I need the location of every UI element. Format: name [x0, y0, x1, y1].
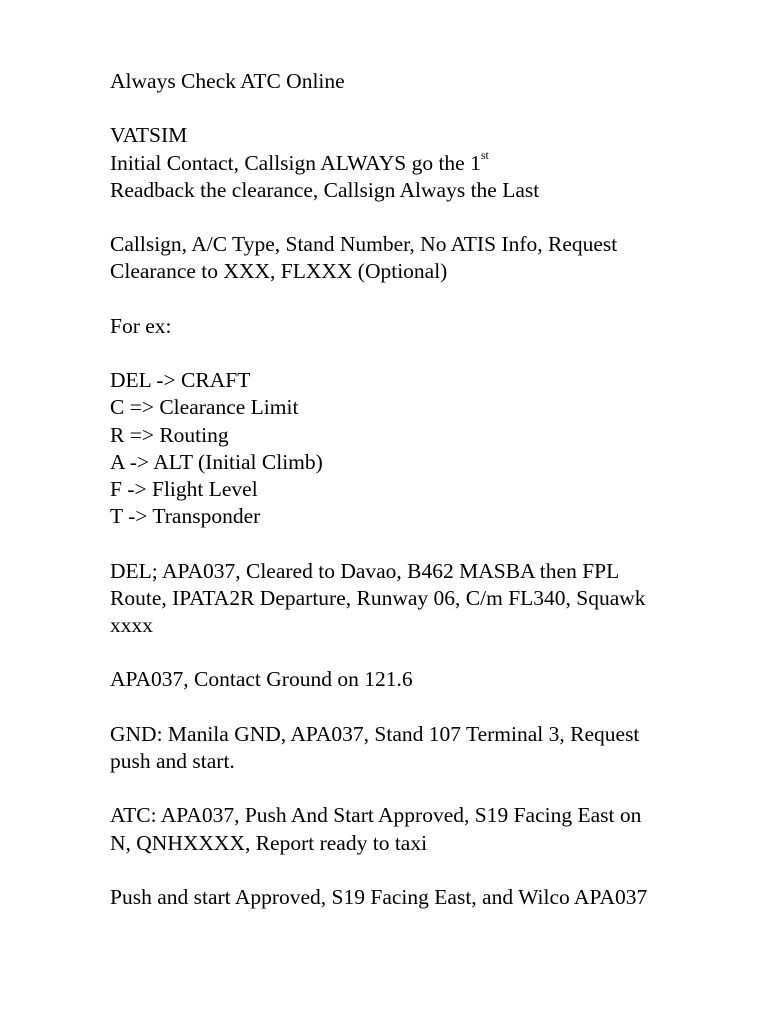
atc-reply-line: ATC: APA037, Push And Start Approved, S19 Facing East on	[110, 803, 642, 828]
del-clearance-line: Route, IPATA2R Departure, Runway 06, C/m FL340, Squawk	[110, 585, 646, 610]
gnd-request-line: push and start.	[110, 748, 235, 773]
craft-item: T -> Transponder	[110, 504, 261, 529]
craft-item: R => Routing	[110, 422, 229, 447]
del-clearance-line: xxxx	[110, 612, 153, 637]
pilot-readback-line: Push and start Approved, S19 Facing East, and Wilco APA037	[110, 884, 648, 909]
document-page	[110, 68, 710, 911]
atc-reply-line: N, QNHXXXX, Report ready to taxi	[110, 830, 428, 855]
craft-item: C => Clearance Limit	[110, 395, 299, 420]
spacer	[110, 340, 710, 367]
ordinal-suffix: st	[480, 148, 489, 163]
spacer	[110, 530, 710, 557]
contact-ground-line: APA037, Contact Ground on 121.6	[110, 667, 413, 692]
initial-contact-rule	[110, 150, 710, 177]
spacer	[110, 204, 710, 231]
spacer	[110, 286, 710, 313]
network-name: VATSIM	[110, 123, 188, 148]
spacer	[110, 775, 710, 802]
initial-contact-text: Initial Contact, Callsign ALWAYS go the 1	[110, 150, 481, 175]
document-title: Always Check ATC Online	[110, 69, 345, 93]
spacer	[110, 857, 710, 884]
craft-item: F -> Flight Level	[110, 476, 258, 501]
example-label: For ex:	[110, 313, 172, 338]
spacer	[110, 694, 710, 721]
spacer	[110, 95, 710, 122]
craft-item: A -> ALT (Initial Climb)	[110, 449, 323, 474]
request-format-line: Callsign, A/C Type, Stand Number, No ATIS Info, Request	[110, 232, 618, 257]
del-clearance-line: DEL; APA037, Cleared to Davao, B462 MASBA then FPL	[110, 558, 620, 583]
request-format-line: Clearance to XXX, FLXXX (Optional)	[110, 259, 448, 284]
spacer	[110, 639, 710, 666]
craft-item: DEL -> CRAFT	[110, 368, 251, 393]
readback-rule: Readback the clearance, Callsign Always the Last	[110, 177, 540, 202]
gnd-request-line: GND: Manila GND, APA037, Stand 107 Terminal 3, Request	[110, 721, 640, 746]
